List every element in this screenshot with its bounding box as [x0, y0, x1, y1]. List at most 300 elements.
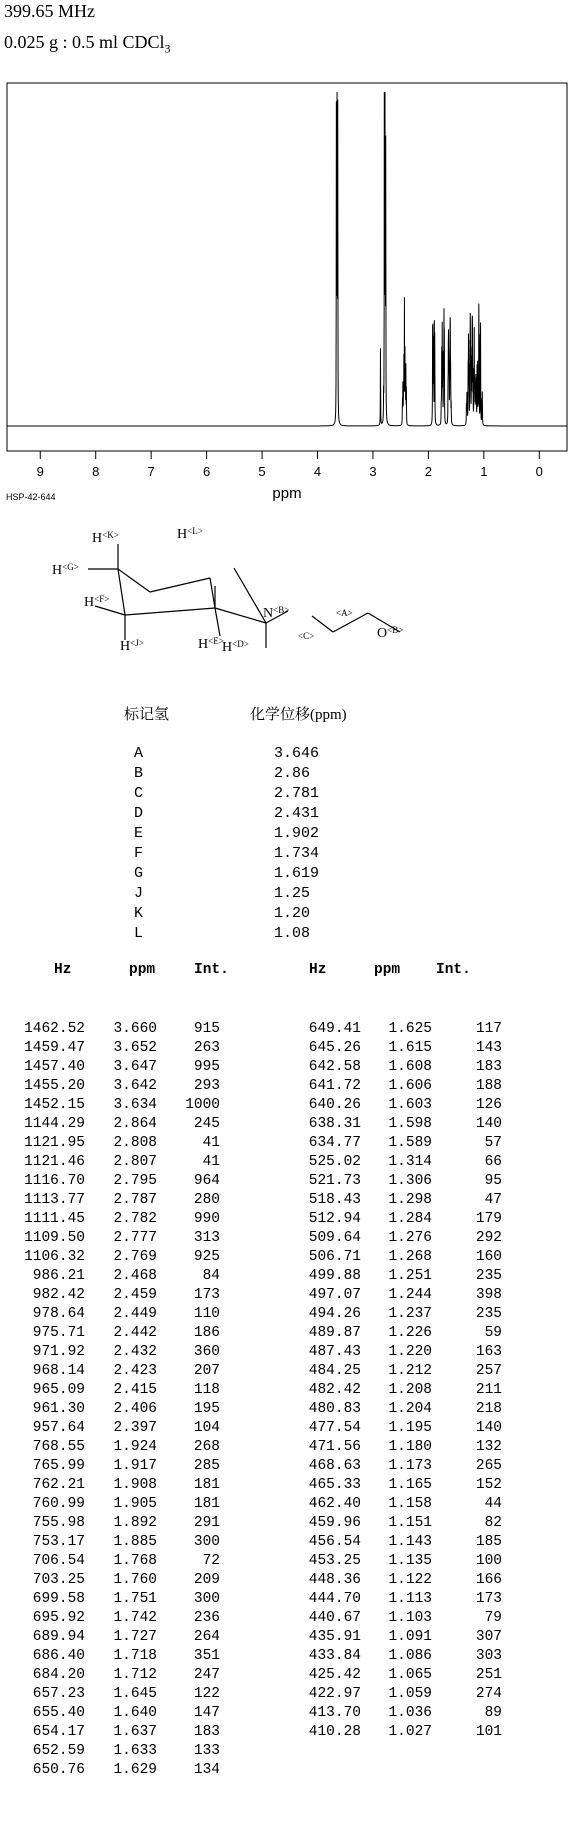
peak-ppm: 2.782	[113, 1211, 157, 1227]
peak-int: 110	[193, 1306, 220, 1322]
x-axis-label: ppm	[272, 485, 302, 502]
peak-hz: 468.63	[308, 1458, 361, 1474]
peak-int: 79	[484, 1610, 502, 1626]
peak-ppm: 1.027	[388, 1724, 432, 1740]
peak-row	[271, 1628, 541, 1647]
peak-int: 211	[475, 1382, 502, 1398]
x-tick-label: 8	[92, 464, 100, 479]
peak-row	[0, 1552, 270, 1571]
peak-ppm: 1.268	[388, 1249, 432, 1265]
peak-row	[271, 1058, 541, 1077]
peak-hz: 444.70	[308, 1591, 361, 1607]
peak-row	[271, 1191, 541, 1210]
peak-row	[0, 1172, 270, 1191]
peak-ppm: 1.306	[388, 1173, 432, 1189]
peak-ppm: 1.645	[113, 1686, 157, 1702]
peak-int: 95	[484, 1173, 502, 1189]
peak-ppm: 1.284	[388, 1211, 432, 1227]
peak-hz: 1121.95	[24, 1135, 85, 1151]
peak-int: 247	[193, 1667, 220, 1683]
peak-row	[0, 1419, 270, 1438]
peak-hz: 975.71	[32, 1325, 85, 1341]
peak-ppm: 1.314	[388, 1154, 432, 1170]
assignment-shift: 1.619	[274, 865, 320, 882]
structure-label-o: $O^{<B>}$	[377, 625, 404, 641]
peak-int: 181	[193, 1496, 220, 1512]
peak-hz: 422.97	[308, 1686, 361, 1702]
peak-ppm: 1.091	[388, 1629, 432, 1645]
peak-ppm: 2.769	[113, 1249, 157, 1265]
x-tick-label: 5	[258, 464, 266, 479]
peak-row	[0, 1723, 270, 1742]
assignment-shift: 1.734	[274, 845, 320, 862]
peak-row	[0, 1685, 270, 1704]
peak-int: 179	[475, 1211, 502, 1227]
spectrum-trace	[7, 92, 567, 426]
peak-hz: 971.92	[32, 1344, 85, 1360]
peak-header-hz: Hz	[54, 962, 72, 978]
peak-int: 72	[202, 1553, 220, 1569]
peak-int: 89	[484, 1705, 502, 1721]
peak-int: 1000	[185, 1097, 220, 1113]
assignment-shift: 2.86	[274, 765, 311, 782]
peak-ppm: 3.652	[113, 1040, 157, 1056]
structure-label-j: $H^{<J>}$	[120, 638, 144, 654]
peak-ppm: 2.807	[113, 1154, 157, 1170]
peak-int: 300	[193, 1591, 220, 1607]
peak-ppm: 2.808	[113, 1135, 157, 1151]
peak-ppm: 1.640	[113, 1705, 157, 1721]
peak-int: 183	[193, 1724, 220, 1740]
peak-hz: 1457.40	[24, 1059, 85, 1075]
peak-hz: 1106.32	[24, 1249, 85, 1265]
peak-hz: 482.42	[308, 1382, 361, 1398]
peak-hz: 760.99	[32, 1496, 85, 1512]
peak-hz: 706.54	[32, 1553, 85, 1569]
x-tick-label: 6	[202, 464, 211, 479]
peak-ppm: 1.608	[388, 1059, 432, 1075]
peak-hz: 703.25	[32, 1572, 85, 1588]
assignment-shift: 2.431	[274, 805, 320, 822]
peak-int: 236	[193, 1610, 220, 1626]
peak-row	[271, 1704, 541, 1723]
peak-int: 104	[193, 1420, 220, 1436]
peak-row	[0, 1039, 270, 1058]
peak-row	[0, 1628, 270, 1647]
structure-label-f: $H^{<F>}$	[84, 594, 110, 610]
peak-ppm: 1.917	[113, 1458, 157, 1474]
peak-hz: 657.23	[32, 1686, 85, 1702]
peak-row	[0, 1286, 270, 1305]
peak-ppm: 1.059	[388, 1686, 432, 1702]
peak-hz: 684.20	[32, 1667, 85, 1683]
peak-ppm: 1.158	[388, 1496, 432, 1512]
peak-hz: 525.02	[308, 1154, 361, 1170]
peak-int: 183	[475, 1059, 502, 1075]
x-tick-label: 2	[424, 464, 433, 479]
peak-row	[0, 1134, 270, 1153]
structure-label-l: $H^{<L>}$	[177, 526, 203, 542]
peak-hz: 512.94	[308, 1211, 361, 1227]
peak-int: 990	[193, 1211, 220, 1227]
peak-hz: 433.84	[308, 1648, 361, 1664]
peak-ppm: 1.226	[388, 1325, 432, 1341]
peak-row	[271, 1020, 541, 1039]
peak-row	[0, 1647, 270, 1666]
peak-hz: 509.64	[308, 1230, 361, 1246]
peak-int: 274	[475, 1686, 502, 1702]
peak-row	[271, 1324, 541, 1343]
peak-hz: 1455.20	[24, 1078, 85, 1094]
peak-hz: 462.40	[308, 1496, 361, 1512]
peak-int: 133	[193, 1743, 220, 1759]
assignment-label: B	[134, 765, 144, 782]
peak-hz: 640.26	[308, 1097, 361, 1113]
peak-ppm: 1.606	[388, 1078, 432, 1094]
peak-row	[271, 1362, 541, 1381]
peak-int: 313	[193, 1230, 220, 1246]
peak-hz: 448.36	[308, 1572, 361, 1588]
peak-hz: 686.40	[32, 1648, 85, 1664]
peak-ppm: 2.397	[113, 1420, 157, 1436]
peak-int: 264	[193, 1629, 220, 1645]
peak-row	[271, 1267, 541, 1286]
peak-hz: 768.55	[32, 1439, 85, 1455]
structure-label-a: <A>	[336, 608, 353, 618]
peak-row	[271, 1343, 541, 1362]
peak-ppm: 1.908	[113, 1477, 157, 1493]
peak-int: 186	[193, 1325, 220, 1341]
peak-hz: 986.21	[32, 1268, 85, 1284]
peak-row	[0, 1438, 270, 1457]
x-tick-label: 9	[36, 464, 44, 479]
peak-ppm: 1.212	[388, 1363, 432, 1379]
peak-int: 173	[193, 1287, 220, 1303]
sample-subscript: 3	[164, 41, 171, 56]
assignment-row	[134, 744, 394, 764]
peak-int: 925	[193, 1249, 220, 1265]
peak-row	[271, 1685, 541, 1704]
peak-row	[0, 1457, 270, 1476]
x-tick-label: 4	[313, 464, 322, 479]
peak-int: 166	[475, 1572, 502, 1588]
peak-hz: 477.54	[308, 1420, 361, 1436]
peak-row	[271, 1172, 541, 1191]
peak-int: 360	[193, 1344, 220, 1360]
peak-int: 147	[193, 1705, 220, 1721]
peak-row	[0, 1533, 270, 1552]
peak-ppm: 3.647	[113, 1059, 157, 1075]
peak-int: 235	[475, 1306, 502, 1322]
peak-int: 118	[193, 1382, 220, 1398]
peak-row	[271, 1495, 541, 1514]
peak-hz: 762.21	[32, 1477, 85, 1493]
peak-row	[271, 1666, 541, 1685]
assignment-label: F	[134, 845, 144, 862]
peak-hz: 453.25	[308, 1553, 361, 1569]
structure-label-d: $H^{<D>}$	[222, 639, 249, 655]
peak-row	[0, 1324, 270, 1343]
peak-hz: 1144.29	[24, 1116, 85, 1132]
molecule-structure	[50, 508, 490, 688]
peak-row	[271, 1400, 541, 1419]
peak-ppm: 1.742	[113, 1610, 157, 1626]
peak-row	[271, 1096, 541, 1115]
peak-hz: 978.64	[32, 1306, 85, 1322]
peak-int: 47	[484, 1192, 502, 1208]
peak-hz: 634.77	[308, 1135, 361, 1151]
peak-hz: 484.25	[308, 1363, 361, 1379]
peak-row	[271, 1229, 541, 1248]
structure-bonds	[88, 544, 400, 648]
assignment-row	[134, 904, 394, 924]
peak-row	[271, 1248, 541, 1267]
peak-ppm: 1.598	[388, 1116, 432, 1132]
peak-row	[0, 1096, 270, 1115]
peak-int: 173	[475, 1591, 502, 1607]
peak-ppm: 2.423	[113, 1363, 157, 1379]
peak-int: 303	[475, 1648, 502, 1664]
x-tick-label: 7	[147, 464, 155, 479]
assignment-row	[134, 844, 394, 864]
peak-ppm: 1.924	[113, 1439, 157, 1455]
peak-ppm: 1.629	[113, 1762, 157, 1778]
peak-hz: 1121.46	[24, 1154, 85, 1170]
peak-row	[0, 1020, 270, 1039]
assignment-shift: 1.20	[274, 905, 311, 922]
plot-frame	[7, 83, 567, 451]
peak-row	[0, 1761, 270, 1780]
x-tick-label: 1	[480, 464, 488, 479]
nmr-spectrum-chart	[0, 76, 570, 516]
peak-hz: 753.17	[32, 1534, 85, 1550]
peak-int: 122	[193, 1686, 220, 1702]
peak-int: 257	[475, 1363, 502, 1379]
peak-ppm: 2.415	[113, 1382, 157, 1398]
structure-label-e: $H^{<E>}$	[198, 636, 224, 652]
peak-ppm: 1.173	[388, 1458, 432, 1474]
peak-hz: 650.76	[32, 1762, 85, 1778]
peak-row	[0, 1381, 270, 1400]
spectrometer-frequency: 399.65 MHz	[4, 1, 95, 21]
peak-hz: 982.42	[32, 1287, 85, 1303]
peak-int: 285	[193, 1458, 220, 1474]
peak-int: 140	[475, 1420, 502, 1436]
peak-row	[271, 1115, 541, 1134]
peak-hz: 1116.70	[24, 1173, 85, 1189]
peak-hz: 1113.77	[24, 1192, 85, 1208]
peak-ppm: 2.864	[113, 1116, 157, 1132]
assignment-header-label: 标记氢	[124, 707, 170, 723]
assignment-shift: 1.902	[274, 825, 320, 842]
peak-ppm: 2.449	[113, 1306, 157, 1322]
peak-ppm: 1.151	[388, 1515, 432, 1531]
peak-int: 351	[193, 1648, 220, 1664]
assignment-row	[134, 864, 394, 884]
peak-hz: 521.73	[308, 1173, 361, 1189]
peak-row	[271, 1457, 541, 1476]
assignment-shift: 1.25	[274, 885, 311, 902]
peak-ppm: 1.036	[388, 1705, 432, 1721]
peak-hz: 456.54	[308, 1534, 361, 1550]
peak-hz: 699.58	[32, 1591, 85, 1607]
peak-row	[271, 1552, 541, 1571]
assignment-label: E	[134, 825, 144, 842]
peak-row	[0, 1267, 270, 1286]
peak-ppm: 2.787	[113, 1192, 157, 1208]
peak-ppm: 3.642	[113, 1078, 157, 1094]
peak-row	[0, 1571, 270, 1590]
peak-ppm: 1.122	[388, 1572, 432, 1588]
peak-int: 126	[475, 1097, 502, 1113]
peak-hz: 480.83	[308, 1401, 361, 1417]
assignment-label: K	[134, 905, 144, 922]
peak-hz: 689.94	[32, 1629, 85, 1645]
peak-ppm: 1.165	[388, 1477, 432, 1493]
peak-int: 292	[475, 1230, 502, 1246]
peak-row	[0, 1191, 270, 1210]
peak-hz: 1109.50	[24, 1230, 85, 1246]
assignment-row	[134, 764, 394, 784]
peak-hz: 1452.15	[24, 1097, 85, 1113]
peak-ppm: 1.751	[113, 1591, 157, 1607]
peak-hz: 499.88	[308, 1268, 361, 1284]
sample-text: 0.025 g : 0.5 ml CDCl	[4, 32, 165, 52]
assignment-row	[134, 924, 394, 944]
peak-row	[271, 1514, 541, 1533]
peak-int: 117	[475, 1021, 502, 1037]
peak-ppm: 1.195	[388, 1420, 432, 1436]
peak-row	[271, 1571, 541, 1590]
assignment-shift: 1.08	[274, 925, 311, 942]
peak-row	[0, 1305, 270, 1324]
structure-label-c: <C>	[298, 631, 315, 641]
peak-ppm: 1.712	[113, 1667, 157, 1683]
peak-ppm: 2.459	[113, 1287, 157, 1303]
peak-int: 59	[484, 1325, 502, 1341]
spectrum-code: HSP-42-644	[6, 492, 56, 502]
peak-hz: 1459.47	[24, 1040, 85, 1056]
peak-header-int: Int.	[194, 962, 229, 978]
peak-ppm: 2.795	[113, 1173, 157, 1189]
peak-ppm: 1.220	[388, 1344, 432, 1360]
peak-hz: 413.70	[308, 1705, 361, 1721]
peak-int: 218	[475, 1401, 502, 1417]
assignment-table	[134, 744, 394, 944]
peak-ppm: 1.204	[388, 1401, 432, 1417]
peak-row	[0, 1609, 270, 1628]
peak-ppm: 1.251	[388, 1268, 432, 1284]
peak-row	[271, 1210, 541, 1229]
peak-row	[0, 1343, 270, 1362]
peak-int: 209	[193, 1572, 220, 1588]
x-tick-label: 0	[535, 464, 543, 479]
peak-ppm: 1.244	[388, 1287, 432, 1303]
peak-ppm: 1.208	[388, 1382, 432, 1398]
peak-ppm: 1.276	[388, 1230, 432, 1246]
peak-int: 188	[475, 1078, 502, 1094]
peak-row	[0, 1666, 270, 1685]
peak-int: 280	[193, 1192, 220, 1208]
peak-row	[271, 1419, 541, 1438]
peak-row	[0, 1400, 270, 1419]
peak-ppm: 1.298	[388, 1192, 432, 1208]
peak-hz: 765.99	[32, 1458, 85, 1474]
peak-int: 263	[193, 1040, 220, 1056]
peak-hz: 957.64	[32, 1420, 85, 1436]
peak-int: 44	[484, 1496, 502, 1512]
peak-ppm: 3.634	[113, 1097, 157, 1113]
peak-row	[271, 1381, 541, 1400]
peak-row	[0, 1514, 270, 1533]
peak-row	[0, 1210, 270, 1229]
peak-row	[271, 1476, 541, 1495]
peak-int: 245	[193, 1116, 220, 1132]
peak-hz: 489.87	[308, 1325, 361, 1341]
peak-row	[0, 1229, 270, 1248]
assignment-header-shift: 化学位移(ppm)	[250, 707, 347, 723]
structure-label-group	[52, 526, 403, 655]
peak-int: 163	[475, 1344, 502, 1360]
peak-int: 307	[475, 1629, 502, 1645]
peak-int: 140	[475, 1116, 502, 1132]
peak-row	[271, 1153, 541, 1172]
peak-ppm: 1.760	[113, 1572, 157, 1588]
structure-label-g: $H^{<G>}$	[52, 562, 79, 578]
peak-row	[0, 1590, 270, 1609]
assignment-shift: 3.646	[274, 745, 320, 762]
peak-ppm: 2.468	[113, 1268, 157, 1284]
peak-hz: 1462.52	[24, 1021, 85, 1037]
peak-hz: 961.30	[32, 1401, 85, 1417]
peak-int: 100	[475, 1553, 502, 1569]
peak-hz: 655.40	[32, 1705, 85, 1721]
peak-row	[0, 1248, 270, 1267]
peak-int: 143	[475, 1040, 502, 1056]
structure-label-k: $H^{<K>}$	[92, 530, 119, 546]
peak-row	[271, 1077, 541, 1096]
peak-hz: 642.58	[308, 1059, 361, 1075]
peak-row	[271, 1647, 541, 1666]
assignment-label: J	[134, 885, 144, 902]
peak-row	[0, 1476, 270, 1495]
peak-row	[271, 1286, 541, 1305]
peak-header-hz: Hz	[309, 962, 327, 978]
peak-row	[0, 1495, 270, 1514]
peak-hz: 459.96	[308, 1515, 361, 1531]
assignment-row	[134, 784, 394, 804]
peak-int: 185	[475, 1534, 502, 1550]
peak-int: 84	[202, 1268, 220, 1284]
peak-hz: 695.92	[32, 1610, 85, 1626]
peak-rows-right	[271, 1020, 541, 1742]
peak-hz: 497.07	[308, 1287, 361, 1303]
peak-hz: 654.17	[32, 1724, 85, 1740]
peak-int: 251	[475, 1667, 502, 1683]
assignment-label: G	[134, 865, 144, 882]
peak-ppm: 1.143	[388, 1534, 432, 1550]
peak-ppm: 1.892	[113, 1515, 157, 1531]
peak-hz: 494.26	[308, 1306, 361, 1322]
structure-label-n: $N^{<B>}$	[263, 605, 290, 621]
peak-int: 160	[475, 1249, 502, 1265]
peak-int: 268	[193, 1439, 220, 1455]
peak-ppm: 1.086	[388, 1648, 432, 1664]
peak-row	[271, 1533, 541, 1552]
peak-int: 964	[193, 1173, 220, 1189]
peak-hz: 435.91	[308, 1629, 361, 1645]
peak-hz: 440.67	[308, 1610, 361, 1626]
